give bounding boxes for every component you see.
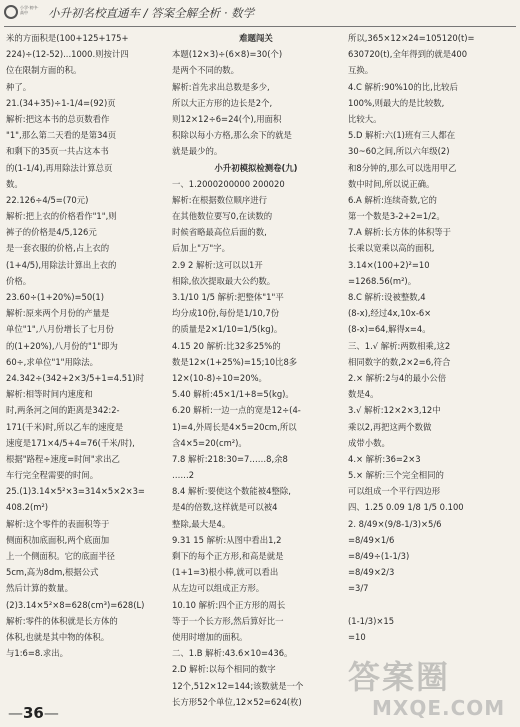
answer-line: 第一个数是3-2+2=1/2。 xyxy=(348,211,445,222)
book-title: 小升初名校直通车 / 答案全解全析 · 数学 xyxy=(48,6,255,20)
answer-line: 米的方面积是(100+125+175+ xyxy=(6,33,129,43)
answer-line: 9.31 15 解析:从图中看出1,2 xyxy=(172,534,282,545)
answer-line: 3.1/10 1/5 解析:把整体"1"平 xyxy=(172,292,284,302)
answer-line: 是一套衣服的价格,占上衣的 xyxy=(6,243,110,254)
answer-line: 3.√ 解析:12×2×3,12中 xyxy=(348,405,441,416)
answer-line: 100%,则最大的是比较数, xyxy=(348,97,445,108)
answer-line: 长方形52个单位,12×52=624(枚) xyxy=(172,696,302,707)
answer-line: 8.C 解析:设被整数,4 xyxy=(348,292,426,302)
answer-line: 解析:相等时间内速度和 xyxy=(6,389,93,400)
answer-line: =10 xyxy=(348,631,366,642)
answer-line: 位在限制方面的积。 xyxy=(6,65,82,76)
answer-line: 60÷,求单位"1"用除法。 xyxy=(6,356,98,367)
answer-line: 224)÷(12-52)...1000.则按计四 xyxy=(6,49,129,60)
answer-line: 21.(34+35)÷1-1/4=(92)页 xyxy=(6,97,116,108)
answer-line: 22.126÷4/5=(70元) xyxy=(6,194,89,205)
answer-line: 30~60之间,所以六年级(2) xyxy=(348,146,450,157)
page-header xyxy=(4,4,516,24)
answer-line: 整除,最大是4。 xyxy=(172,518,231,529)
answer-line: 成带小数。 xyxy=(348,437,390,448)
answer-line: 171(千米)时,所以乙车的速度是 xyxy=(6,421,124,432)
answer-line: 数是4。 xyxy=(348,389,379,400)
answer-line: 时候省略最高位后面的数, xyxy=(172,227,267,238)
answer-line: 是两个不同的数。 xyxy=(172,65,239,76)
answer-line: 7.8 解析:218:30=7……8,余8 xyxy=(172,453,288,464)
answer-line: 种了。 xyxy=(6,81,32,92)
answer-line: 上一个侧面积。它的底面半径 xyxy=(6,551,115,561)
answer-column-2 xyxy=(172,30,340,710)
answer-line: 使用时增加的面积。 xyxy=(172,631,248,642)
answer-line: 一、1.2000200000 200020 xyxy=(172,178,285,189)
answer-line: 比较大。 xyxy=(348,113,382,124)
answer-line: 的(1-1/4),再用除法计算总页 xyxy=(6,162,113,173)
answer-line: 是4的倍数,这样就是可以被4 xyxy=(172,502,278,513)
answer-line: ……2 xyxy=(172,470,195,481)
answer-line: 12个,512×12=144;该数就是一个 xyxy=(172,680,304,691)
page-number-value: 36 xyxy=(23,704,44,722)
answer-line: 数中时间,所以说正确。 xyxy=(348,178,435,189)
answer-line: 价格。 xyxy=(6,275,32,286)
answer-line: 速度是171×4/5+4=76(千米/时), xyxy=(6,437,135,448)
answer-line: 和8分钟的,那么可以选用甲乙 xyxy=(348,162,457,173)
answer-line: (1+4/5),用除法计算出上衣的 xyxy=(6,259,117,270)
page-number: —36— xyxy=(8,704,59,722)
answer-line: 二、1.B 解析:43.6×10=436。 xyxy=(172,648,293,659)
answer-line: =8/49×1/6 xyxy=(348,534,395,545)
answer-line: =8/49×2/3 xyxy=(348,567,395,578)
answer-line: 的(1+20%),八月份的"1"即为 xyxy=(6,340,118,351)
answer-line: 单位"1",八月份增长了七月份 xyxy=(6,324,114,335)
answer-line: 长乘以宽乘以高的面积, xyxy=(348,243,435,254)
answer-line: 本题(12×3)÷(6×8)=30(个) xyxy=(172,49,283,60)
answer-line: 630720(t),全年得到的就是400 xyxy=(348,49,468,60)
answer-line: "1",那么第二天看的是第34页 xyxy=(6,130,117,141)
answer-line: (1+1=3)根小棒,就可以看出 xyxy=(172,567,279,578)
answer-line: 2.9 2 解析:这可以以1开 xyxy=(172,259,263,270)
answer-column-1 xyxy=(6,30,164,661)
answer-line: 小升初模拟检测卷(九) xyxy=(214,162,298,173)
answer-line: 7.A 解析:长方体的体积等于 xyxy=(348,227,451,238)
answer-line: 5.× 解析:三个完全相同的 xyxy=(348,470,444,481)
answer-line: 解析:首先求出总数是多少, xyxy=(172,81,270,92)
answer-line: 的质量是2×1/10=1/5(kg)。 xyxy=(172,324,283,335)
answer-line: 数是12×(1+25%)=15;10比8多 xyxy=(172,356,298,367)
answer-line: 4.× 解析:36=2×3 xyxy=(348,453,421,464)
answer-line: 从左边可以组成正方形。 xyxy=(172,583,265,594)
answer-line: 时,两条河之间的距离是342:2- xyxy=(6,405,120,416)
answer-line: 等于一个长方形,然后算好比一 xyxy=(172,615,284,626)
answer-line: 所以大正方形的边长是2个, xyxy=(172,97,273,108)
answer-line: 就是最少的。 xyxy=(172,146,223,157)
answer-line: 408.2(m²) xyxy=(6,502,49,513)
answer-line: 2.× 解析:2与4的最小公倍 xyxy=(348,372,447,383)
answer-line: 则12×12÷6=24(个),用面积 xyxy=(172,113,282,124)
answer-line: 23.60÷(1+20%)=50(1) xyxy=(6,292,105,302)
watermark-url: MXQE.COM xyxy=(372,696,506,720)
answer-line: 3.14×(100+2)²=10 xyxy=(348,259,430,270)
answer-line: 10.10 解析:四个正方形的周长 xyxy=(172,599,286,610)
answer-line: 所以,365×12×24=105120(t)= xyxy=(348,33,475,43)
logo-circle-icon xyxy=(4,5,18,19)
answer-line: 裤子的价格是4/5,126元 xyxy=(6,227,97,238)
answer-line: 车行完全程需要的时间。 xyxy=(6,470,99,481)
answer-line: (1-1/3)×15 xyxy=(348,615,395,626)
answer-line: 解析:把上衣的价格看作"1",则 xyxy=(6,211,117,222)
answer-line: (8-x)=64,解得x=4。 xyxy=(348,324,431,335)
answer-line: 和剩下的35页一共占这本书 xyxy=(6,146,109,157)
answer-line: 6.20 解析:一边一点的宽是12÷(4- xyxy=(172,405,301,416)
answer-line: 解析:把这本书的总页数看作 xyxy=(6,113,110,124)
watermark xyxy=(346,652,516,724)
answer-line: 25.(1)3.14×5²×3=314×5×2×3= xyxy=(6,486,145,497)
answer-line: 8.4 解析:要使这个数能被4整除, xyxy=(172,486,291,497)
answer-line: 可以组成一个平行四边形 xyxy=(348,486,441,497)
answer-line: 5cm,高为8dm,根据公式 xyxy=(6,567,99,578)
answer-line: 与1:6=8.求出。 xyxy=(6,648,68,659)
answer-line: 根据"路程÷速度=时间"求出乙 xyxy=(6,453,120,464)
answer-line: (8-x),经过4x,10x-6× xyxy=(348,308,432,319)
answer-line: 解析:原来两个月份的产量是 xyxy=(6,308,110,319)
answer-line: 三、1.√ 解析:两数相乘,这2 xyxy=(348,340,451,351)
header-divider xyxy=(4,26,516,27)
answer-line: 24.342÷(342+2×3/5+1=4.51)时 xyxy=(6,372,145,383)
answer-line: 2.D 解析:以每个相同的数字 xyxy=(172,664,276,675)
watermark-logo-text: 答案圈 xyxy=(348,658,451,696)
answer-line: 数。 xyxy=(6,178,23,189)
answer-line: 解析:在根据数位顺序进行 xyxy=(172,194,267,205)
answer-line: 5.40 解析:45×1/1+8=5(kg)。 xyxy=(172,389,294,400)
answer-line: 难题闯关 xyxy=(239,33,273,43)
answer-line: 互换。 xyxy=(348,65,374,76)
answer-line: 剩下的每个正方形,和高是就是 xyxy=(172,551,284,561)
answer-line: 四、1.25 0.09 1/8 1/5 0.100 xyxy=(348,502,464,513)
answer-line: =3/7 xyxy=(348,583,369,594)
answer-line: 在其他数位要写0,在读数的 xyxy=(172,211,273,222)
answer-line: 后加上"万"字。 xyxy=(172,243,230,254)
answer-line: 6.A 解析:连续奇数,它的 xyxy=(348,194,437,205)
book-logo xyxy=(4,5,38,21)
answer-line: =1268.56(m²)。 xyxy=(348,275,417,286)
answer-line: 乘以2,再把这两个数做 xyxy=(348,421,432,432)
answer-line: 1)=4,外周长是4×5=20cm,所以 xyxy=(172,421,297,432)
answer-line: =8/49÷(1-1/3) xyxy=(348,551,410,561)
answer-line: 4.C 解析:90%10的比,比较后 xyxy=(348,81,458,92)
answer-line: 12×(10-8)÷10=20%。 xyxy=(172,372,267,383)
answer-line: 侧面积加底面积,两个底面加 xyxy=(6,534,110,545)
answer-line: 解析:零件的体积就是长方体的 xyxy=(6,615,118,626)
answer-line: (2)3.14×5²×8=628(cm³)=628(L) xyxy=(6,599,145,610)
answer-line xyxy=(348,597,516,613)
answer-line: 积除以每小方格,那么余下的就是 xyxy=(172,130,292,141)
answer-line: 2. 8/49×(9/8-1/3)×5/6 xyxy=(348,518,442,529)
answer-line: 4.15 20 解析:比32多25%的 xyxy=(172,340,281,351)
answer-line: 均分成10份,每份是1/10,7份 xyxy=(172,308,280,319)
answer-line: 然后计算的数量。 xyxy=(6,583,73,594)
logo-text: 小学·初中·高中 xyxy=(20,5,39,15)
answer-line: 相同数字的数,2×2=6,符合 xyxy=(348,356,451,367)
answer-line: 相除,依次提取最大公约数。 xyxy=(172,275,276,286)
answer-line: 含4×5=20(cm²)。 xyxy=(172,437,247,448)
answer-line: 体积,也就是其中物的体积。 xyxy=(6,631,110,642)
answer-column-3 xyxy=(348,30,516,645)
answer-line: 解析:这个零件的表面积等于 xyxy=(6,518,110,529)
answer-line: 5.D 解析:六(1)班有三人都在 xyxy=(348,130,456,141)
